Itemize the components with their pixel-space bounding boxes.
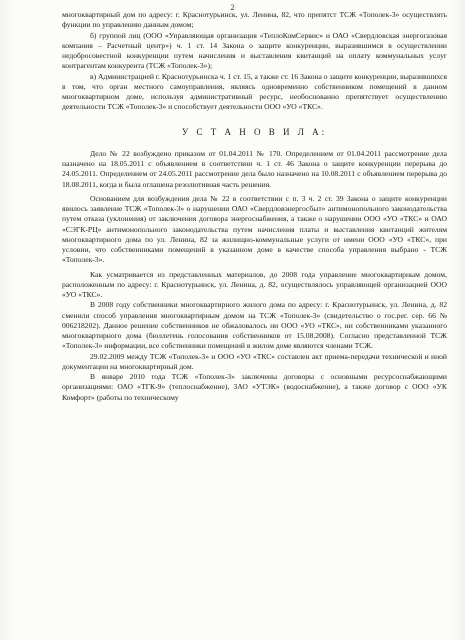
paragraph-materials: Как усматривается из представленных материалов, до 2008 года управление многоквартирным домом, расположенным по адресу: г. Краснотурьинск, ул. Ленина, д. 82, осуществлялось управляющей организацией ООО «УО «ТКС». bbox=[62, 269, 447, 299]
paragraph-grounds: Основанием для возбуждения дела № 22 в соответствии с п. 3 ч. 2 ст. 39 Закона о защите конкуренции явилось заявление ТСЖ «Тополек-3» о нарушении ОАО «Свердловэнергосбыт» антимонопольного законодательства путем отказа (уклонения) от заключения договора энергоснабжения, а также о нарушении ООО «УО «ТКС» и ОАО «СЭГК-РЦ» антимонопольного законодательства путем начисления платы и выставления квитанций жителям многоквартирного дома по ул. Ленина, 82 за жилищно-коммунальные услуги от имени ООО «УО «ТКС», при условии, что собственниками помещений в указанном доме в качестве способа управления выбрано - ТСЖ «Тополек-3». bbox=[62, 193, 447, 265]
paragraph-contracts-2010: В январе 2010 года ТСЖ «Тополек-3» заключены договоры с основными ресурсоснабжающими организациями: ОАО «ТГК-9» (теплоснабжение), ЗАО «УТЭК» (водоснабжение), а также договор с ООО «УК Комфорт» (работы по техническому bbox=[62, 372, 447, 402]
section-heading: У С Т А Н О В И Л А: bbox=[181, 126, 328, 137]
paragraph-2008: В 2008 году собственники многоквартирного жилого дома по адресу: г. Краснотурьинск, ул. Ленина, д. 82 сменили способ управления многоквартирным домом на ТСЖ «Тополек-3» (свидетельство о гос.рег. сер. 66 № 006218202). Данное решение собственников не обжаловалось ни ООО «УО «ТКС», ни собственниками указанного многоквартирного дома (бюллетень голосования собственников от 15.08.2008). Согласно представленной ТСЖ «Тополек-3» информации, все собственники помещений в жилом доме являются членами ТСЖ. bbox=[62, 300, 447, 351]
paragraph-transfer-act: 29.02.2009 между ТСЖ «Тополек-3» и ООО «УО «ТКС» составлен акт приема-передачи технической и иной документации на многоквартирный дом. bbox=[62, 351, 447, 371]
paragraph-item-v: в) Администрацией г. Краснотурьинска ч. 1 ст. 15, а также ст. 16 Закона о защите конкуренции, выразившихся в том, что орган местного самоуправления, являясь одновременно собственником помещений в данном многоквартирном доме, используя административный ресурс, необоснованно препятствует осуществлению деятельности ТСЖ «Тополек-3» и способствует деятельности ООО «УО «ТКС». bbox=[62, 71, 447, 112]
paragraph-item-b: б) группой лиц (ООО «Управляющая организация «ТеплоКомСервис» и ОАО «Свердловская энергогазовая компания – Расчетный центр») ч. 1 ст. 14 Закона о защите конкуренции, выразившимся в осуществлении недобросовестной конкуренции путем начисления и выставления квитанций на оплату коммунальных услуг контрагентам конкурента (ТСЖ «Тополек-3»); bbox=[62, 30, 447, 71]
page-number: 2 bbox=[230, 3, 235, 12]
paragraph-intro-continued: многоквартирный дом по адресу: г. Краснотурьинск, ул. Ленина, 82, что препятст ТСЖ «Тополек-3» осуществлять функции по управлению данным домом; bbox=[62, 10, 447, 30]
paragraph-case-initiation: Дело № 22 возбуждено приказом от 01.04.2011 № 170. Определением от 01.04.2011 рассмотрение дела назначено на 18.05.2011 с объявлением в соответствии ч. 1 ст. 46 Закона о защите конкуренции перерыва до 24.05.2011. Определением от 24.05.2011 рассмотрение дела было назначено на 10.08.2011 с объявлением перерыва до 18.08.2011, когда и была оглашена резолютивная часть решения. bbox=[62, 148, 447, 189]
document-body bbox=[62, 10, 447, 403]
